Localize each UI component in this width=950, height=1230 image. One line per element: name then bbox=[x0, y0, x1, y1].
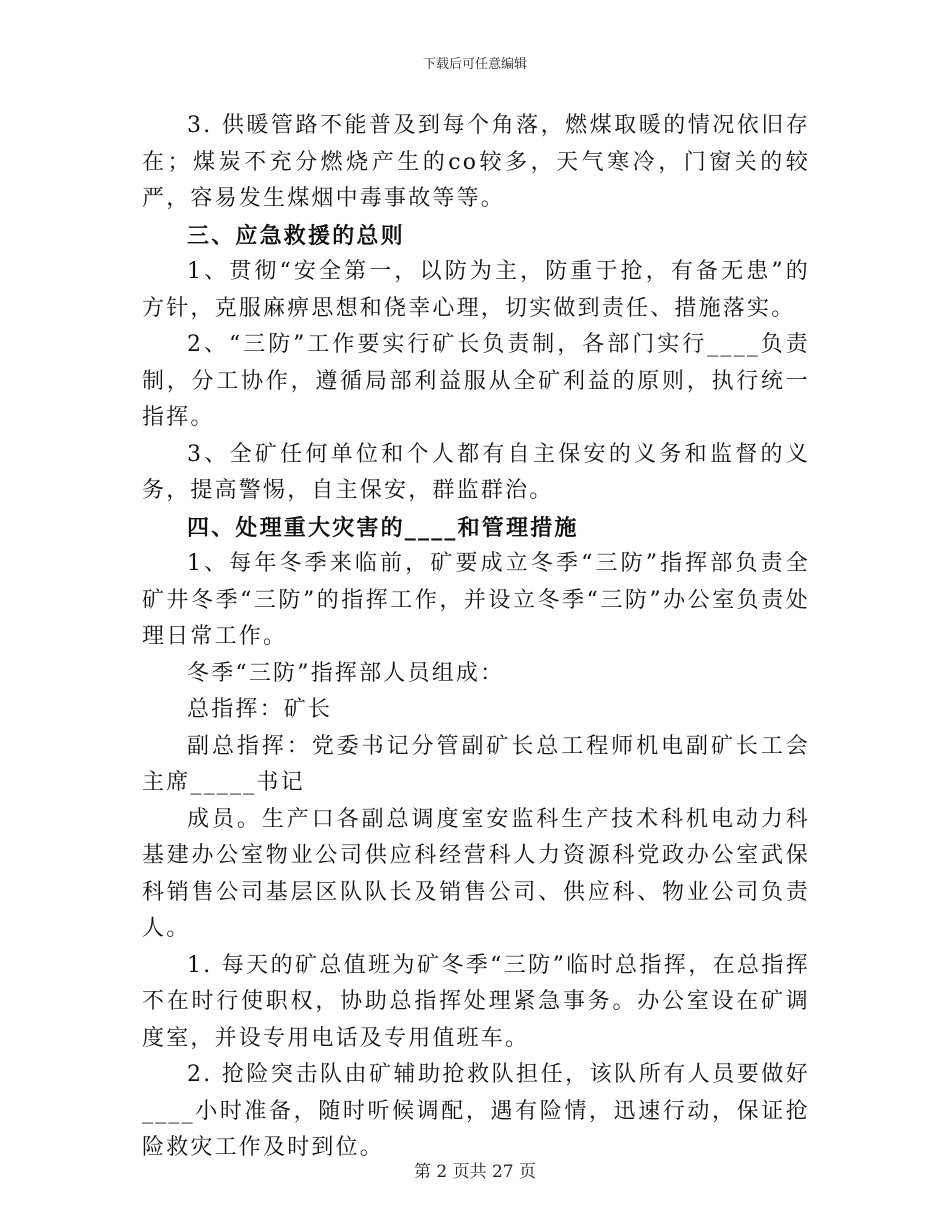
paragraph-duty-item-1: 1. 每天的矿总值班为矿冬季“三防”临时总指挥，在总指挥不在时行使职权，协助总指挥处理紧急事务。办公室设在矿调度室，并设专用电话及专用值班车。 bbox=[142, 952, 810, 1051]
paragraph-members: 成员。生产口各副总调度室安监科生产技术科机电动力科基建办公室物业公司供应科经营科人力资源科党政办公室武保科销售公司基层区队队长及销售公司、供应科、物业公司负责人。 bbox=[142, 806, 810, 941]
paragraph-deputy-commander: 副总指挥：党委书记分管副矿长总工程师机电副矿长工会主席_____书记 bbox=[142, 733, 810, 795]
section-heading-general-principles: 三、应急救援的总则 bbox=[187, 222, 405, 249]
page-footer: 第 2 页共 27 页 bbox=[413, 1162, 537, 1182]
paragraph-command-composition: 冬季“三防”指挥部人员组成： bbox=[187, 660, 505, 686]
page-header: 下载后可任意编辑 bbox=[422, 57, 527, 72]
paragraph-measure-1: 1、每年冬季来临前，矿要成立冬季“三防”指挥部负责全矿井冬季“三防”的指挥工作，并设立冬季“三防”办公室负责处理日常工作。 bbox=[142, 551, 810, 649]
paragraph-principle-2: 2、“三防”工作要实行矿长负责制，各部门实行____负责制，分工协作，遵循局部利益服从全矿利益的原则，执行统一指挥。 bbox=[142, 332, 810, 430]
document-body bbox=[142, 108, 810, 1167]
paragraph-principle-1: 1、贯彻“安全第一，以防为主，防重于抢，有备无患”的方针，克服麻痹思想和侥幸心理，切实做到责任、措施落实。 bbox=[142, 259, 810, 321]
paragraph-heating-issue: 3. 供暖管路不能普及到每个角落，燃煤取暖的情况依旧存在；煤炭不充分燃烧产生的co较多，天气寒冷，门窗关的较严，容易发生煤烟中毒事故等等。 bbox=[142, 113, 810, 211]
section-heading-disaster-measures: 四、处理重大灾害的____和管理措施 bbox=[187, 514, 579, 541]
paragraph-duty-item-2: 2. 抢险突击队由矿辅助抢救队担任，该队所有人员要做好____小时准备，随时听候调配，遇有险情，迅速行动，保证抢险救灾工作及时到位。 bbox=[142, 1062, 810, 1160]
paragraph-chief-commander: 总指挥：矿长 bbox=[187, 697, 333, 722]
paragraph-principle-3: 3、全矿任何单位和个人都有自主保安的义务和监督的义务，提高警惕，自主保安，群监群治。 bbox=[142, 441, 810, 503]
